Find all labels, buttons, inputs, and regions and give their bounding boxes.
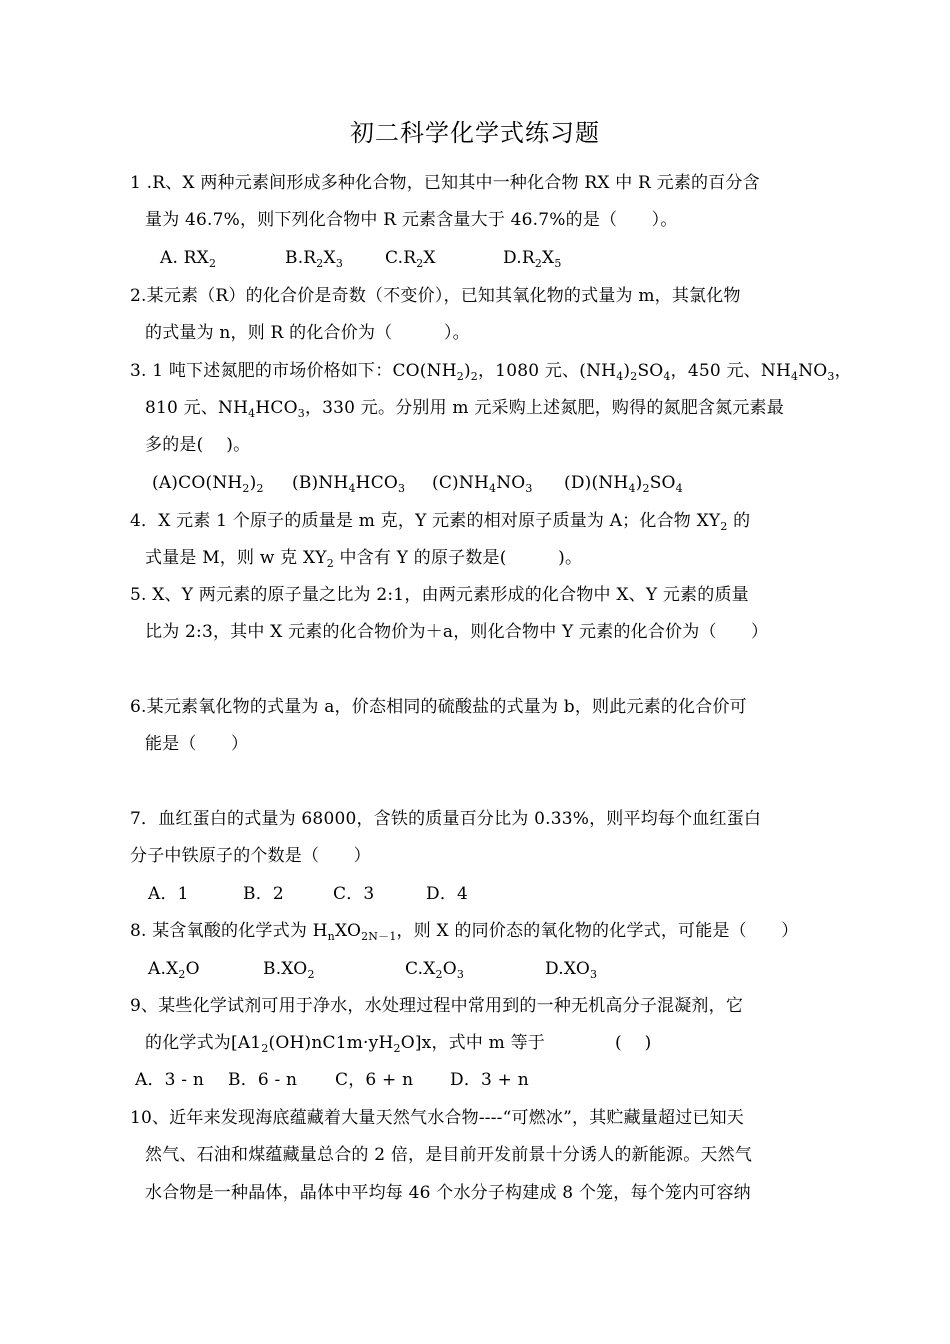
q9-options (135, 1067, 555, 1093)
q1-option-a: A. $RX_2$ (160, 248, 217, 270)
q8-option-c: $C.X_2O_3$ (405, 959, 465, 981)
q3-option-a: $(A)CO(NH_2)_2$ (152, 473, 264, 495)
q3-option-c: $(C)NH_4NO_3$ (432, 473, 533, 495)
q8-option-b: $B.XO_2$ (263, 959, 315, 981)
q9-answer-blank: ( ) (615, 1033, 652, 1053)
q3-option-b: $(B)NH_4HCO_3$ (292, 473, 406, 495)
q9-option-a: A．3 - n (135, 1070, 204, 1090)
q7-option-d: D．4 (426, 884, 469, 904)
page-title: 初二科学化学式练习题 (350, 119, 600, 147)
q1-line2: 量为 46.7%，则下列化合物中 R 元素含量大于 46.7%的是（ ）。 (145, 210, 678, 230)
q1-line1: 1 .R、X 两种元素间形成多种化合物，已知其中一种化合物 RX 中 R 元素的百分含 (130, 173, 760, 193)
q4-line1: 4．X 元素 1 个原子的质量是 m 克，Y 元素的相对原子质量为 A；化合物 $XY_2$ 的 (130, 511, 751, 533)
q7-option-a: A．1 (148, 884, 189, 904)
q5-line1: 5. X、Y 两元素的原子量之比为 2:1，由两元素形成的化合物中 X、Y 元素的质量 (130, 585, 749, 605)
q1-option-c: $C.R_2X$ (385, 248, 436, 270)
q7-line2: 分子中铁原子的个数是（ ） (130, 846, 371, 866)
q1-options (160, 245, 660, 271)
q7-option-b: B．2 (243, 884, 284, 904)
q3-option-d: $(D)(NH_4)_2SO_4$ (564, 473, 683, 495)
q9-option-b: B．6 - n (228, 1070, 298, 1090)
q10-line1: 10、近年来发现海底蕴藏着大量天然气水合物----“可燃冰”，其贮藏量超过已知天 (130, 1108, 744, 1128)
q6-line2: 能是（ ） (145, 734, 249, 754)
q10-line2: 然气、石油和煤蕴藏量总合的 2 倍，是目前开发前景十分诱人的新能源。天然气 (145, 1145, 753, 1165)
q8-option-d: $D.XO_3$ (545, 959, 598, 981)
q9-option-c: C，6 + n (335, 1070, 414, 1090)
q9-line2: 的化学式为$[A1_2(OH)nC1m\cdot yH_2O]x$，式中 m 等于 ( ) (145, 1030, 745, 1056)
q1-option-b: $B.R_2X_3$ (285, 248, 344, 270)
q3-line3: 多的是( )。 (145, 435, 251, 455)
q4-line2: 式量是 M，则 w 克 $XY_2$ 中含有 Y 的原子数是( )。 (145, 548, 583, 570)
q5-line2: 比为 2:3，其中 X 元素的化合物价为＋a，则化合物中 Y 元素的化合价为（ ） (145, 622, 769, 642)
q9-option-d: D．3 + n (450, 1070, 529, 1090)
q7-options (148, 881, 548, 907)
q7-line1: 7．血红蛋白的式量为 68000，含铁的质量百分比为 0.33%，则平均每个血红蛋白 (130, 809, 762, 829)
q6-line1: 6.某元素氧化物的式量为 a，价态相同的硫酸盐的式量为 b，则此元素的化合价可 (130, 697, 747, 717)
q8-options (148, 956, 648, 982)
q2-line2: 的式量为 n，则 R 的化合价为（ ）。 (145, 323, 470, 343)
q3-line1: 3. 1 吨下述氮肥的市场价格如下：$CO(NH_2)_2$，1080 元、$(NH_4)_2SO_4$，450 元、$NH_4NO_3$， (130, 361, 852, 383)
q10-line3: 水合物是一种晶体，晶体中平均每 46 个水分子构建成 8 个笼，每个笼内可容纳 (145, 1183, 751, 1203)
q3-options (152, 470, 712, 496)
q9-line1: 9、某些化学试剂可用于净水，水处理过程中常用到的一种无机高分子混凝剂，它 (130, 996, 744, 1016)
q1-option-d: $D.R_2X_5$ (503, 248, 562, 270)
q2-line1: 2.某元素（R）的化合价是奇数（不变价），已知其氧化物的式量为 m，其氯化物 (130, 286, 741, 306)
q8-line1: 8. 某含氧酸的化学式为 $H_nXO_{2N-1}$，则 X 的同价态的氧化物的化学式，可能是（ ） (130, 921, 799, 943)
q8-option-a: $A.X_2O$ (148, 959, 200, 981)
q3-line2: 810 元、$NH_4HCO_3$，330 元。分别用 m 元采购上述氮肥，购得的氮肥含氮元素最 (145, 398, 784, 420)
q7-option-c: C．3 (333, 884, 375, 904)
